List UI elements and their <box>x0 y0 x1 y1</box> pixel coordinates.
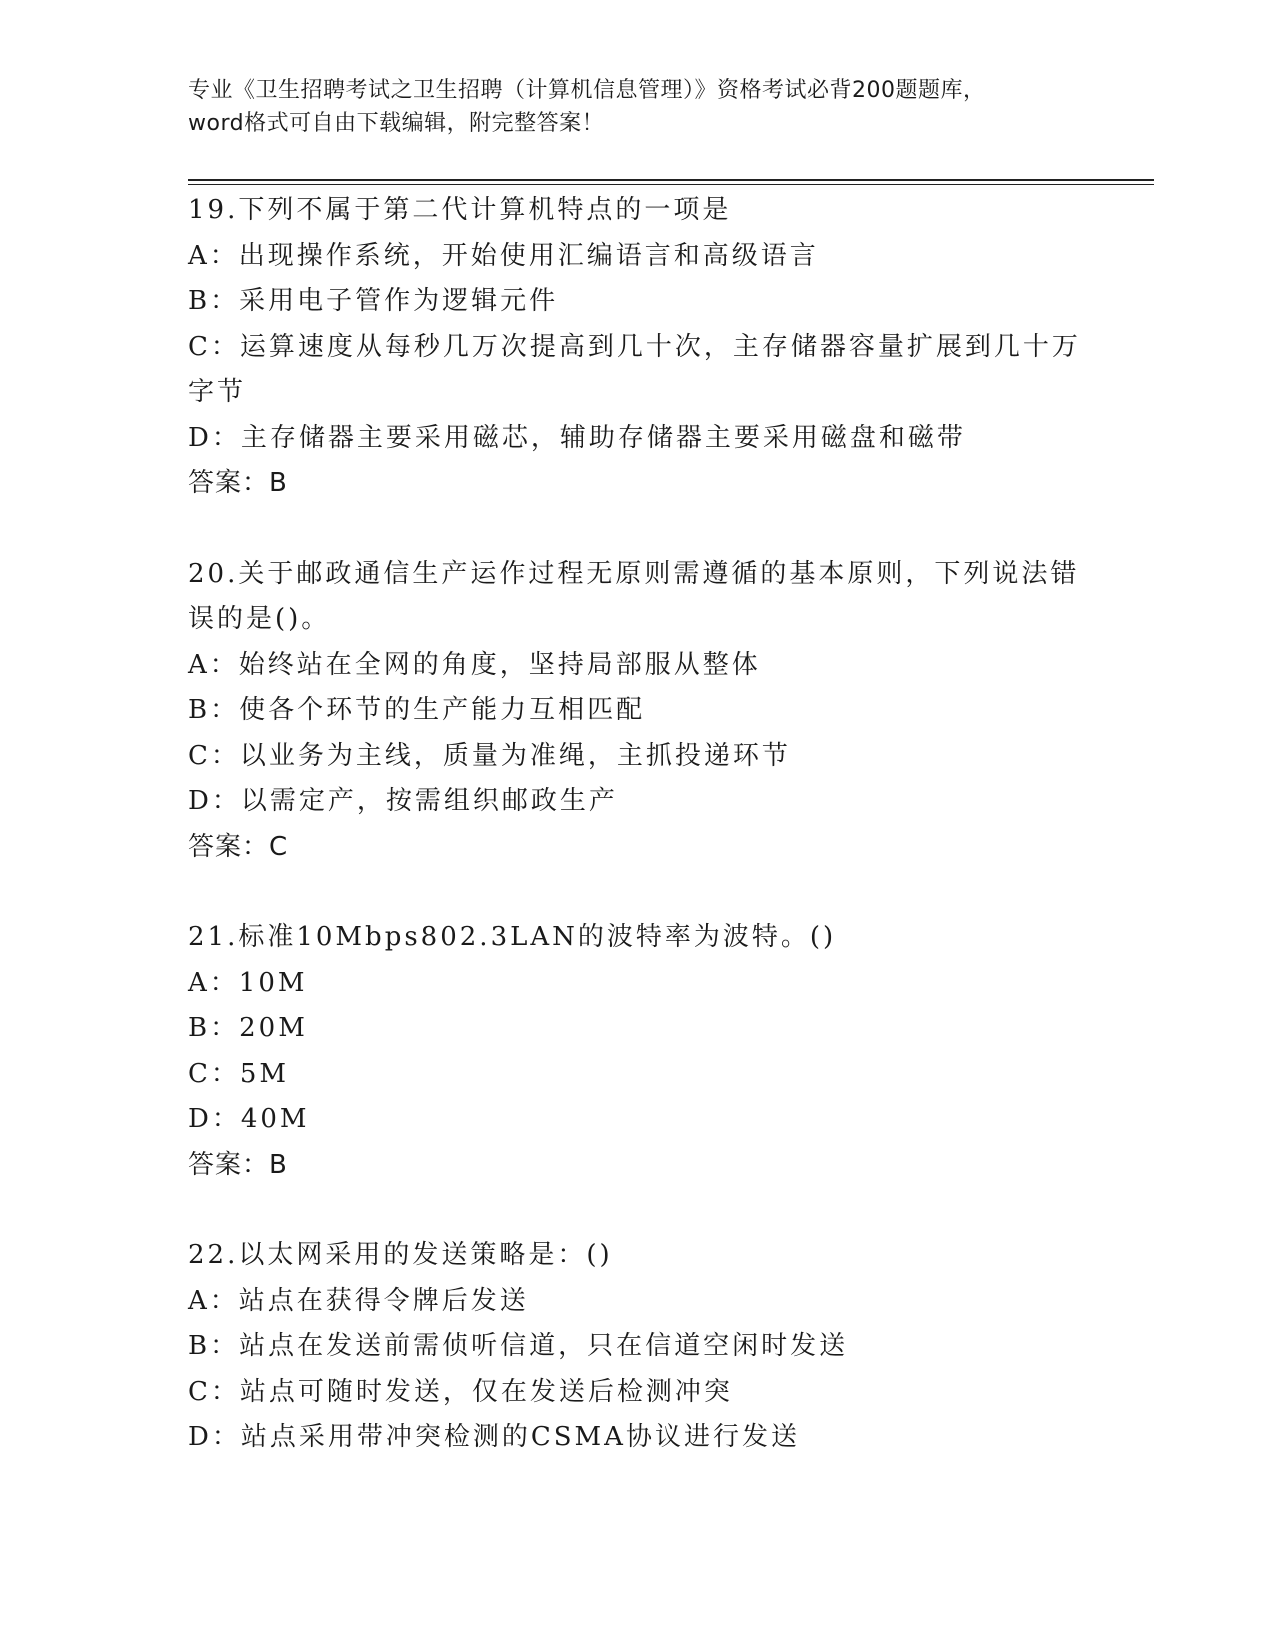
question-19 <box>188 188 1088 507</box>
header-divider-thick <box>188 179 1154 181</box>
answer-label: 答案：B <box>188 1149 288 1180</box>
option-a: A：站点在获得令牌后发送 <box>188 1285 529 1316</box>
answer-label: 答案：C <box>188 831 289 862</box>
option-b: B：采用电子管作为逻辑元件 <box>188 286 559 316</box>
option-b: B：使各个环节的生产能力互相匹配 <box>188 695 646 725</box>
option-a: A：始终站在全网的角度，坚持局部服从整体 <box>188 649 761 680</box>
question-stem: 19.下列不属于第二代计算机特点的一项是 <box>188 195 732 225</box>
option-c: C：运算速度从每秒几万次提高到几十次，主存储器容量扩展到几十万字节 <box>188 331 1081 407</box>
option-c: C：5M <box>188 1058 290 1089</box>
answer-label: 答案：B <box>188 468 288 498</box>
document-header <box>188 74 1088 140</box>
option-b: B：站点在发送前需侦听信道，只在信道空闲时发送 <box>188 1331 849 1361</box>
question-21 <box>188 915 1088 1188</box>
question-22 <box>188 1233 1088 1461</box>
option-d: D：主存储器主要采用磁芯，辅助存储器主要采用磁盘和磁带 <box>188 422 966 453</box>
question-stem: 22.以太网采用的发送策略是：() <box>188 1240 613 1270</box>
option-d: D：站点采用带冲突检测的CSMA协议进行发送 <box>188 1422 800 1452</box>
header-divider-thin <box>188 184 1154 185</box>
option-d: D：以需定产，按需组织邮政生产 <box>188 786 618 816</box>
header-title-line-2: word格式可自由下载编辑，附完整答案！ <box>188 111 605 136</box>
question-stem: 20.关于邮政通信生产运作过程无原则需遵循的基本原则，下列说法错误的是()。 <box>188 558 1080 634</box>
option-b: B：20M <box>188 1013 308 1043</box>
option-c: C：站点可随时发送，仅在发送后检测冲突 <box>188 1376 733 1407</box>
question-list <box>188 188 1088 1461</box>
question-20 <box>188 552 1088 871</box>
question-stem: 21.标准10Mbps802.3LAN的波特率为波特。() <box>188 922 837 952</box>
option-a: A：出现操作系统，开始使用汇编语言和高级语言 <box>188 240 819 271</box>
option-a: A：10M <box>188 967 308 998</box>
header-title-line-1: 专业《卫生招聘考试之卫生招聘（计算机信息管理）》资格考试必背200题题库， <box>188 78 986 103</box>
option-c: C：以业务为主线，质量为准绳，主抓投递环节 <box>188 740 791 771</box>
option-d: D：40M <box>188 1104 310 1134</box>
